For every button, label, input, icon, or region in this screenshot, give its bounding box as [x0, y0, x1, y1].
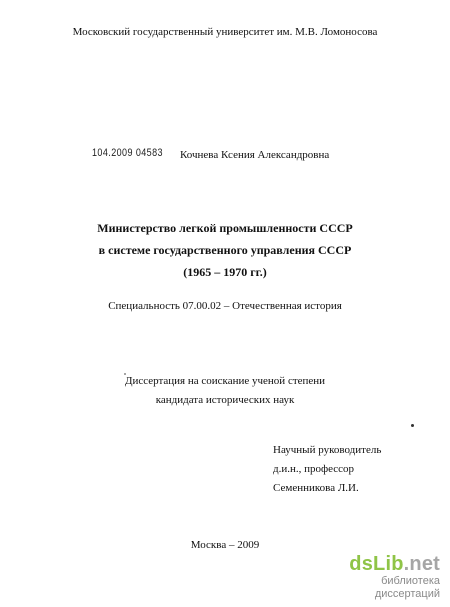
watermark-logo	[320, 554, 440, 574]
supervisor-degree: д.и.н., профессор	[273, 463, 355, 475]
watermark	[320, 554, 440, 601]
library-stamp: 104.2009 04583	[92, 147, 163, 159]
scan-dot	[124, 373, 126, 375]
watermark-logo-main: dsLib	[349, 553, 404, 575]
dissertation-line-1: Диссертация на соискание ученой степени	[124, 375, 326, 387]
dissertation-line-2: кандидата исторических наук	[155, 394, 295, 406]
title-line-2: в системе государственного управления СССР	[98, 243, 352, 257]
specialty-line: Специальность 07.00.02 – Отечественная история	[108, 300, 342, 312]
footer-place-year: Москва – 2009	[190, 539, 260, 551]
author-name: Кочнева Ксения Александровна	[180, 149, 330, 161]
university-header: Московский государственный университет им. М.В. Ломоносова	[72, 26, 378, 38]
watermark-logo-suffix: .net	[403, 553, 440, 575]
title-line-3: (1965 – 1970 гг.)	[183, 265, 267, 279]
supervisor-name: Семенникова Л.И.	[273, 482, 359, 494]
title-line-1: Министерство легкой промышленности СССР	[97, 221, 353, 235]
watermark-subtitle: библиотека диссертаций	[374, 575, 440, 600]
supervisor-role: Научный руководитель	[273, 444, 382, 456]
scan-dot	[411, 424, 414, 427]
